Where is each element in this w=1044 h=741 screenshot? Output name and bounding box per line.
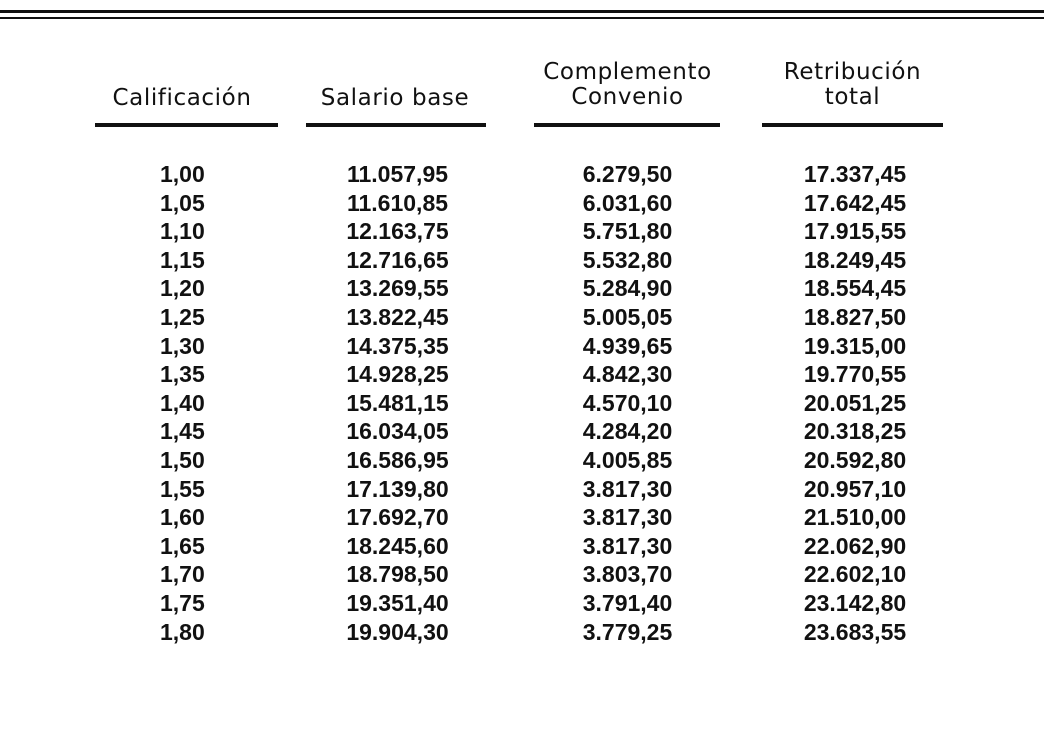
cell-complemento: 4.939,65 [582,332,673,359]
table-row [0,274,1044,303]
table-row [0,332,1044,361]
cell-complemento: 3.779,25 [582,618,673,645]
cell-salario-base: 16.586,95 [346,446,449,473]
cell-salario-base: 11.610,85 [346,189,449,216]
cell-complemento: 6.031,60 [582,189,673,216]
cell-calificacion: 1,05 [160,189,205,216]
cell-complemento: 4.005,85 [582,446,673,473]
header-calificacion-label: Calificación [112,85,252,111]
table-row [0,532,1044,561]
cell-complemento: 3.791,40 [582,589,673,616]
cell-salario-base: 17.139,80 [346,475,449,502]
cell-complemento: 6.279,50 [582,161,673,187]
cell-salario-base: 13.269,55 [346,275,449,302]
cell-retribucion: 17.642,45 [803,189,907,216]
header-retribucion-line1: Retribución [783,59,922,85]
cell-complemento: 5.284,90 [582,275,673,302]
cell-retribucion: 23.142,80 [803,589,907,616]
table-row [0,389,1044,418]
cell-complemento: 3.817,30 [582,532,673,559]
salary-table-body [0,160,1044,646]
cell-calificacion: 1,40 [160,389,205,416]
cell-retribucion: 22.062,90 [803,532,907,559]
table-row [0,560,1044,589]
cell-salario-base: 14.928,25 [346,361,449,388]
cell-complemento: 4.570,10 [582,389,673,416]
cell-retribucion: 18.827,50 [803,303,907,330]
cell-retribucion: 18.554,45 [803,275,907,302]
cell-complemento: 3.803,70 [582,561,673,588]
cell-calificacion: 1,60 [160,504,205,531]
cell-calificacion: 1,80 [160,618,205,645]
header-retribucion-line2: total [824,84,881,110]
cell-salario-base: 15.481,15 [346,389,449,416]
cell-calificacion: 1,55 [160,475,205,502]
cell-retribucion: 20.051,25 [803,389,907,416]
header-complemento-line2: Convenio [571,84,684,110]
table-row [0,189,1044,218]
cell-complemento: 5.005,05 [582,303,673,330]
cell-retribucion: 20.592,80 [803,446,907,473]
table-row [0,503,1044,532]
cell-calificacion: 1,15 [160,246,205,273]
cell-complemento: 5.751,80 [582,218,673,245]
cell-complemento: 4.284,20 [582,418,673,445]
cell-calificacion: 1,25 [160,303,205,330]
cell-calificacion: 1,35 [160,361,205,388]
cell-complemento: 4.842,30 [582,361,673,388]
cell-salario-base: 14.375,35 [346,332,449,359]
cell-retribucion: 23.683,55 [803,618,907,645]
cell-retribucion: 22.602,10 [803,561,907,588]
cell-retribucion: 18.249,45 [803,246,907,273]
header-underline-salario-base [306,123,486,127]
table-row [0,360,1044,389]
table-row [0,618,1044,647]
cell-calificacion: 1,75 [160,589,205,616]
header-underline-complemento [534,123,720,127]
cell-calificacion: 1,20 [160,275,205,302]
cell-salario-base: 17.692,70 [346,504,449,531]
cell-retribucion: 19.770,55 [803,361,907,388]
table-row [0,217,1044,246]
cell-calificacion: 1,65 [160,532,205,559]
table-row [0,246,1044,275]
table-row [0,160,1044,189]
top-rule-secondary [0,17,1044,19]
cell-retribucion: 20.957,10 [803,475,907,502]
cell-calificacion: 1,70 [160,561,205,588]
cell-retribucion: 17.337,45 [803,161,907,187]
cell-salario-base: 18.798,50 [346,561,449,588]
header-underline-retribucion [762,123,943,127]
cell-complemento: 3.817,30 [582,504,673,531]
table-row [0,446,1044,475]
cell-retribucion: 21.510,00 [803,504,907,531]
cell-salario-base: 19.351,40 [346,589,449,616]
cell-salario-base: 11.057,95 [346,161,449,187]
cell-retribucion: 20.318,25 [803,418,907,445]
cell-salario-base: 16.034,05 [346,418,449,445]
table-row [0,475,1044,504]
cell-calificacion: 1,00 [160,161,205,187]
header-complemento-line1: Complemento [543,59,712,85]
header-underline-calificacion [95,123,278,127]
cell-retribucion: 19.315,00 [803,332,907,359]
cell-salario-base: 19.904,30 [346,618,449,645]
header-complemento-convenio [525,60,730,110]
table-row [0,417,1044,446]
cell-salario-base: 12.716,65 [346,246,449,273]
cell-salario-base: 12.163,75 [346,218,449,245]
cell-complemento: 5.532,80 [582,246,673,273]
cell-retribucion: 17.915,55 [803,218,907,245]
top-rule [0,10,1044,13]
header-salario-base-label: Salario base [320,85,470,111]
header-retribucion-total [760,60,945,110]
cell-calificacion: 1,50 [160,446,205,473]
table-row [0,303,1044,332]
cell-calificacion: 1,30 [160,332,205,359]
cell-complemento: 3.817,30 [582,475,673,502]
cell-calificacion: 1,10 [160,218,205,245]
cell-calificacion: 1,45 [160,418,205,445]
header-salario-base [300,86,490,111]
cell-salario-base: 13.822,45 [346,303,449,330]
cell-salario-base: 18.245,60 [346,532,449,559]
header-calificacion [92,86,272,111]
table-row [0,589,1044,618]
